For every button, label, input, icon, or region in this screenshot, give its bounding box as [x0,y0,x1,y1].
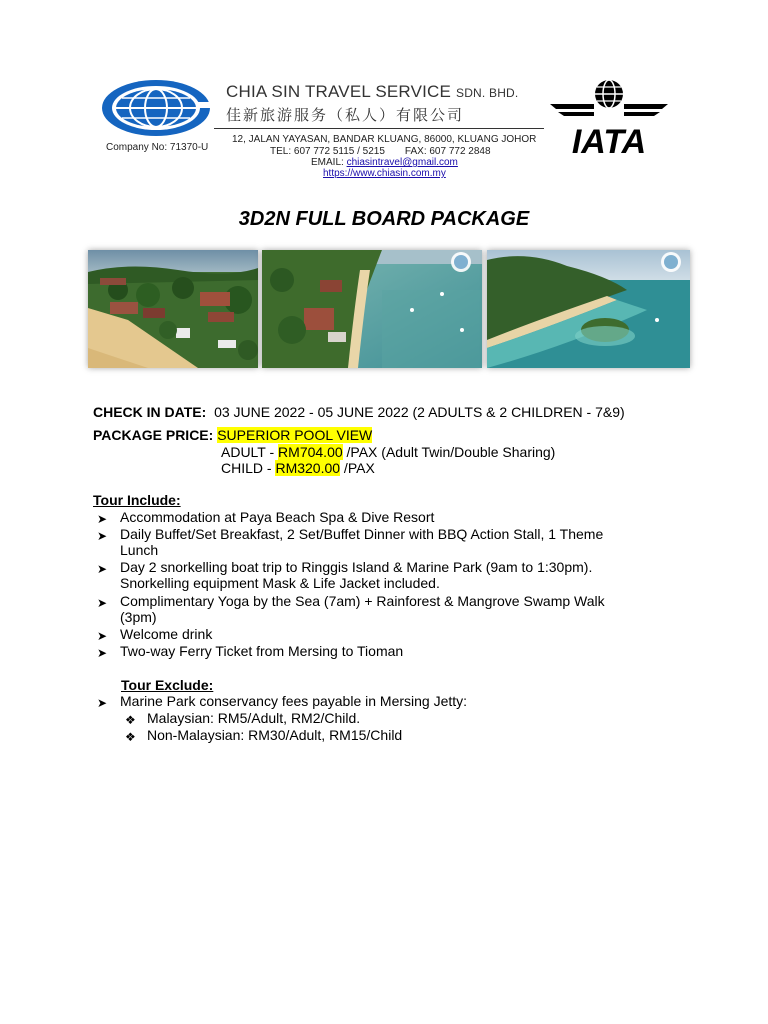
package-price-label: PACKAGE PRICE: [93,427,214,443]
website-link[interactable]: https://www.chiasin.com.my [323,168,446,179]
iata-logo-text: IATA [571,123,647,156]
arrow-bullet-icon: ➤ [97,629,108,643]
sub-list-item: Non-Malaysian: RM30/Adult, RM15/Child [147,727,403,743]
company-name-text: CHIA SIN TRAVEL SERVICE [226,82,452,101]
list-item: Daily Buffet/Set Breakfast, 2 Set/Buffet Dinner with BBQ Action Stall, 1 Theme [120,526,604,542]
child-suffix: /PAX [340,460,375,476]
ringgis-island-aerial-photo [487,250,690,368]
child-prefix: CHILD - [221,460,276,476]
company-name [226,82,518,102]
page-title: 3D2N FULL BOARD PACKAGE [238,208,530,230]
company-suffix: SDN. BHD. [455,86,519,100]
diamond-bullet-icon: ❖ [125,713,136,727]
company-name-chinese: 佳新旅游服务（私人）有限公司 [226,107,465,124]
list-item: Welcome drink [120,626,213,642]
room-type: SUPERIOR POOL VIEW [217,427,373,443]
company-globe-logo [100,78,216,138]
arrow-bullet-icon: ➤ [97,646,108,660]
resort-beachfront-aerial-photo [88,250,258,368]
package-price-line [93,427,372,444]
sub-list-item: Malaysian: RM5/Adult, RM2/Child. [147,710,361,726]
check-in-line [93,404,625,421]
arrow-bullet-icon: ➤ [97,596,108,610]
diamond-bullet-icon: ❖ [125,730,136,744]
company-number: Company No: 71370-U [106,142,209,153]
email-link[interactable]: chiasintravel@gmail.com [346,157,458,168]
website-line [323,168,446,179]
email-line [311,157,458,168]
list-item: Complimentary Yoga by the Sea (7am) + Rainforest & Mangrove Swamp Walk [120,593,605,609]
check-in-value: 03 JUNE 2022 - 05 JUNE 2022 (2 ADULTS & 2 CHILDREN - 7&9) [214,404,625,420]
adult-price: RM704.00 [278,444,343,460]
arrow-bullet-icon: ➤ [97,529,108,543]
fax: FAX: 607 772 2848 [404,146,491,157]
email-label: EMAIL: [311,157,347,168]
adult-prefix: ADULT - [221,444,279,460]
list-item: Two-way Ferry Ticket from Mersing to Tioman [120,643,404,659]
contact-phone-line [270,146,491,157]
resort-coastline-aerial-photo [262,250,482,368]
list-item: Accommodation at Paya Beach Spa & Dive Resort [120,509,435,525]
adult-price-line [221,444,555,461]
tour-exclude-heading: Tour Exclude: [121,677,214,693]
check-in-label: CHECK IN DATE: [93,404,207,420]
list-item: Marine Park conservancy fees payable in Mersing Jetty: [120,693,468,709]
telephone: TEL: 607 772 5115 / 5215 [270,146,385,157]
adult-suffix: /PAX (Adult Twin/Double Sharing) [342,444,556,460]
company-address: 12, JALAN YAYASAN, BANDAR KLUANG, 86000, KLUANG JOHOR [232,134,537,145]
list-item-continuation: (3pm) [120,609,157,625]
iata-winged-globe-icon [548,78,670,156]
child-price-line [221,460,375,477]
list-item-continuation: Snorkelling equipment Mask & Life Jacket included. [120,575,440,591]
list-item-continuation: Lunch [120,542,159,558]
child-price: RM320.00 [275,460,341,476]
arrow-bullet-icon: ➤ [97,562,108,576]
arrow-bullet-icon: ➤ [97,512,108,526]
tour-include-heading: Tour Include: [93,492,181,508]
list-item: Day 2 snorkelling boat trip to Ringgis Island & Marine Park (9am to 1:30pm). [120,559,593,575]
arrow-bullet-icon: ➤ [97,696,108,710]
header-divider [214,128,544,129]
